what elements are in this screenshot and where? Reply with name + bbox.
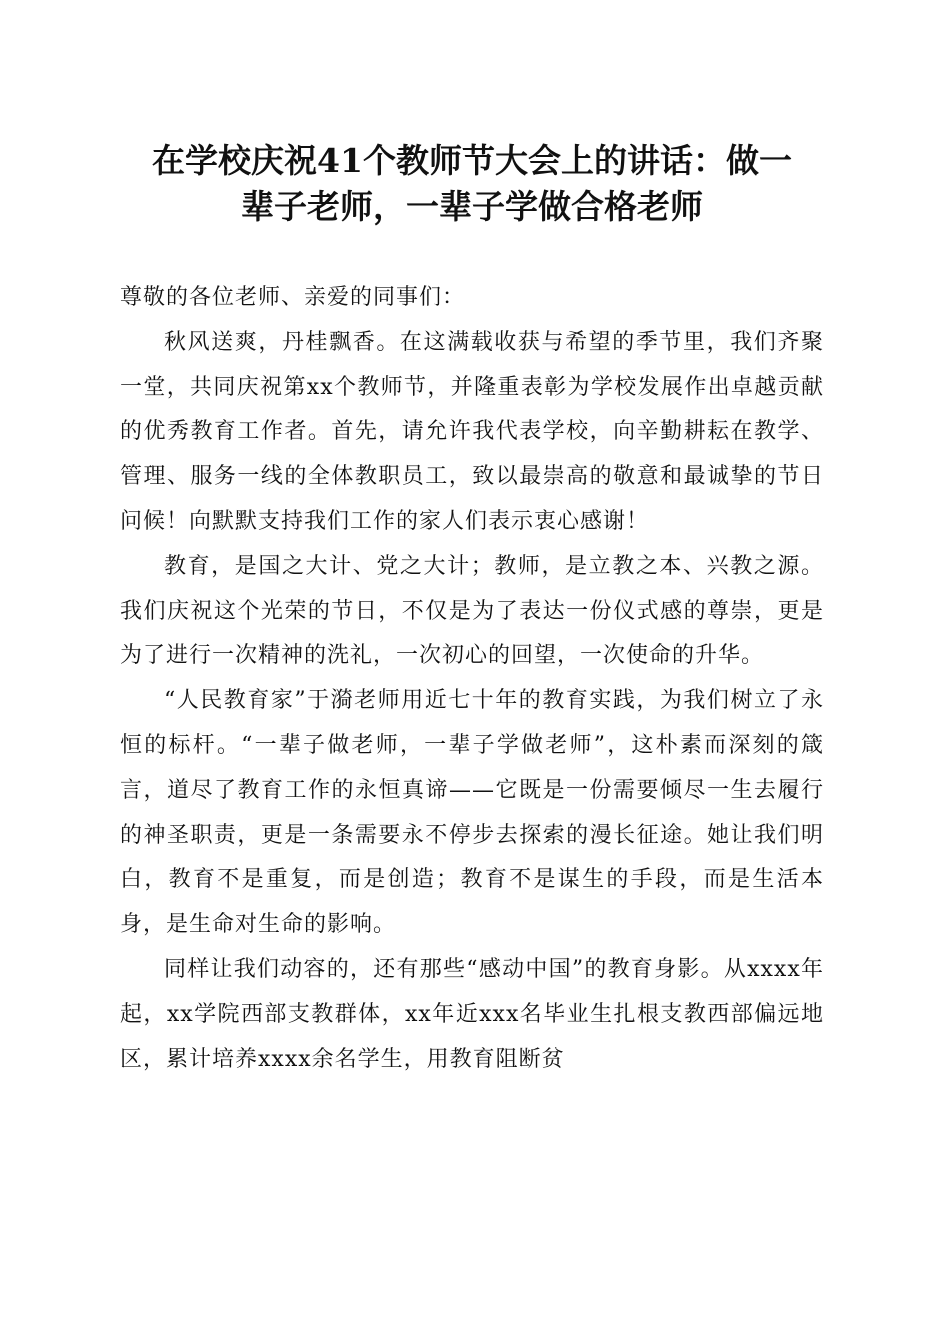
salutation: 尊敬的各位老师、亲爱的同事们： bbox=[120, 285, 466, 310]
document-title bbox=[120, 138, 824, 230]
title-line-2: 辈子老师，一辈子学做合格老师 bbox=[241, 187, 703, 226]
paragraph-1: 秋风送爽，丹桂飘香。在这满载收获与希望的季节里，我们齐聚一堂，共同庆祝第xx个教师节，并隆重表彰为学校发展作出卓越贡献的优秀教育工作者。首先，请允许我代表学校，向辛勤耕耘在教学、管理、服务一线的全体教职员工，致以最崇高的敬意和最诚挚的节日问候！向默默支持我们工作的家人们表示衷心感谢！ bbox=[120, 329, 824, 534]
title-line-1: 在学校庆祝41个教师节大会上的讲话：做一 bbox=[152, 141, 792, 180]
paragraph-4: 同样让我们动容的，还有那些“感动中国”的教育身影。从xxxx年起，xx学院西部支教群体，xx年近xxx名毕业生扎根支教西部偏远地区，累计培养xxxx余名学生，用教育阻断贫 bbox=[120, 956, 824, 1072]
paragraph-3: “人民教育家”于漪老师用近七十年的教育实践，为我们树立了永恒的标杆。“一辈子做老师，一辈子学做老师”，这朴素而深刻的箴言，道尽了教育工作的永恒真谛——它既是一份需要倾尽一生去履行的神圣职责，更是一条需要永不停步去探索的漫长征途。她让我们明白，教育不是重复，而是创造；教育不是谋生的手段，而是生活本身，是生命对生命的影响。 bbox=[120, 688, 824, 938]
paragraph-2: 教育，是国之大计、党之大计；教师，是立教之本、兴教之源。我们庆祝这个光荣的节日，不仅是为了表达一份仪式感的尊崇，更是为了进行一次精神的洗礼，一次初心的回望，一次使命的升华。 bbox=[120, 553, 824, 669]
